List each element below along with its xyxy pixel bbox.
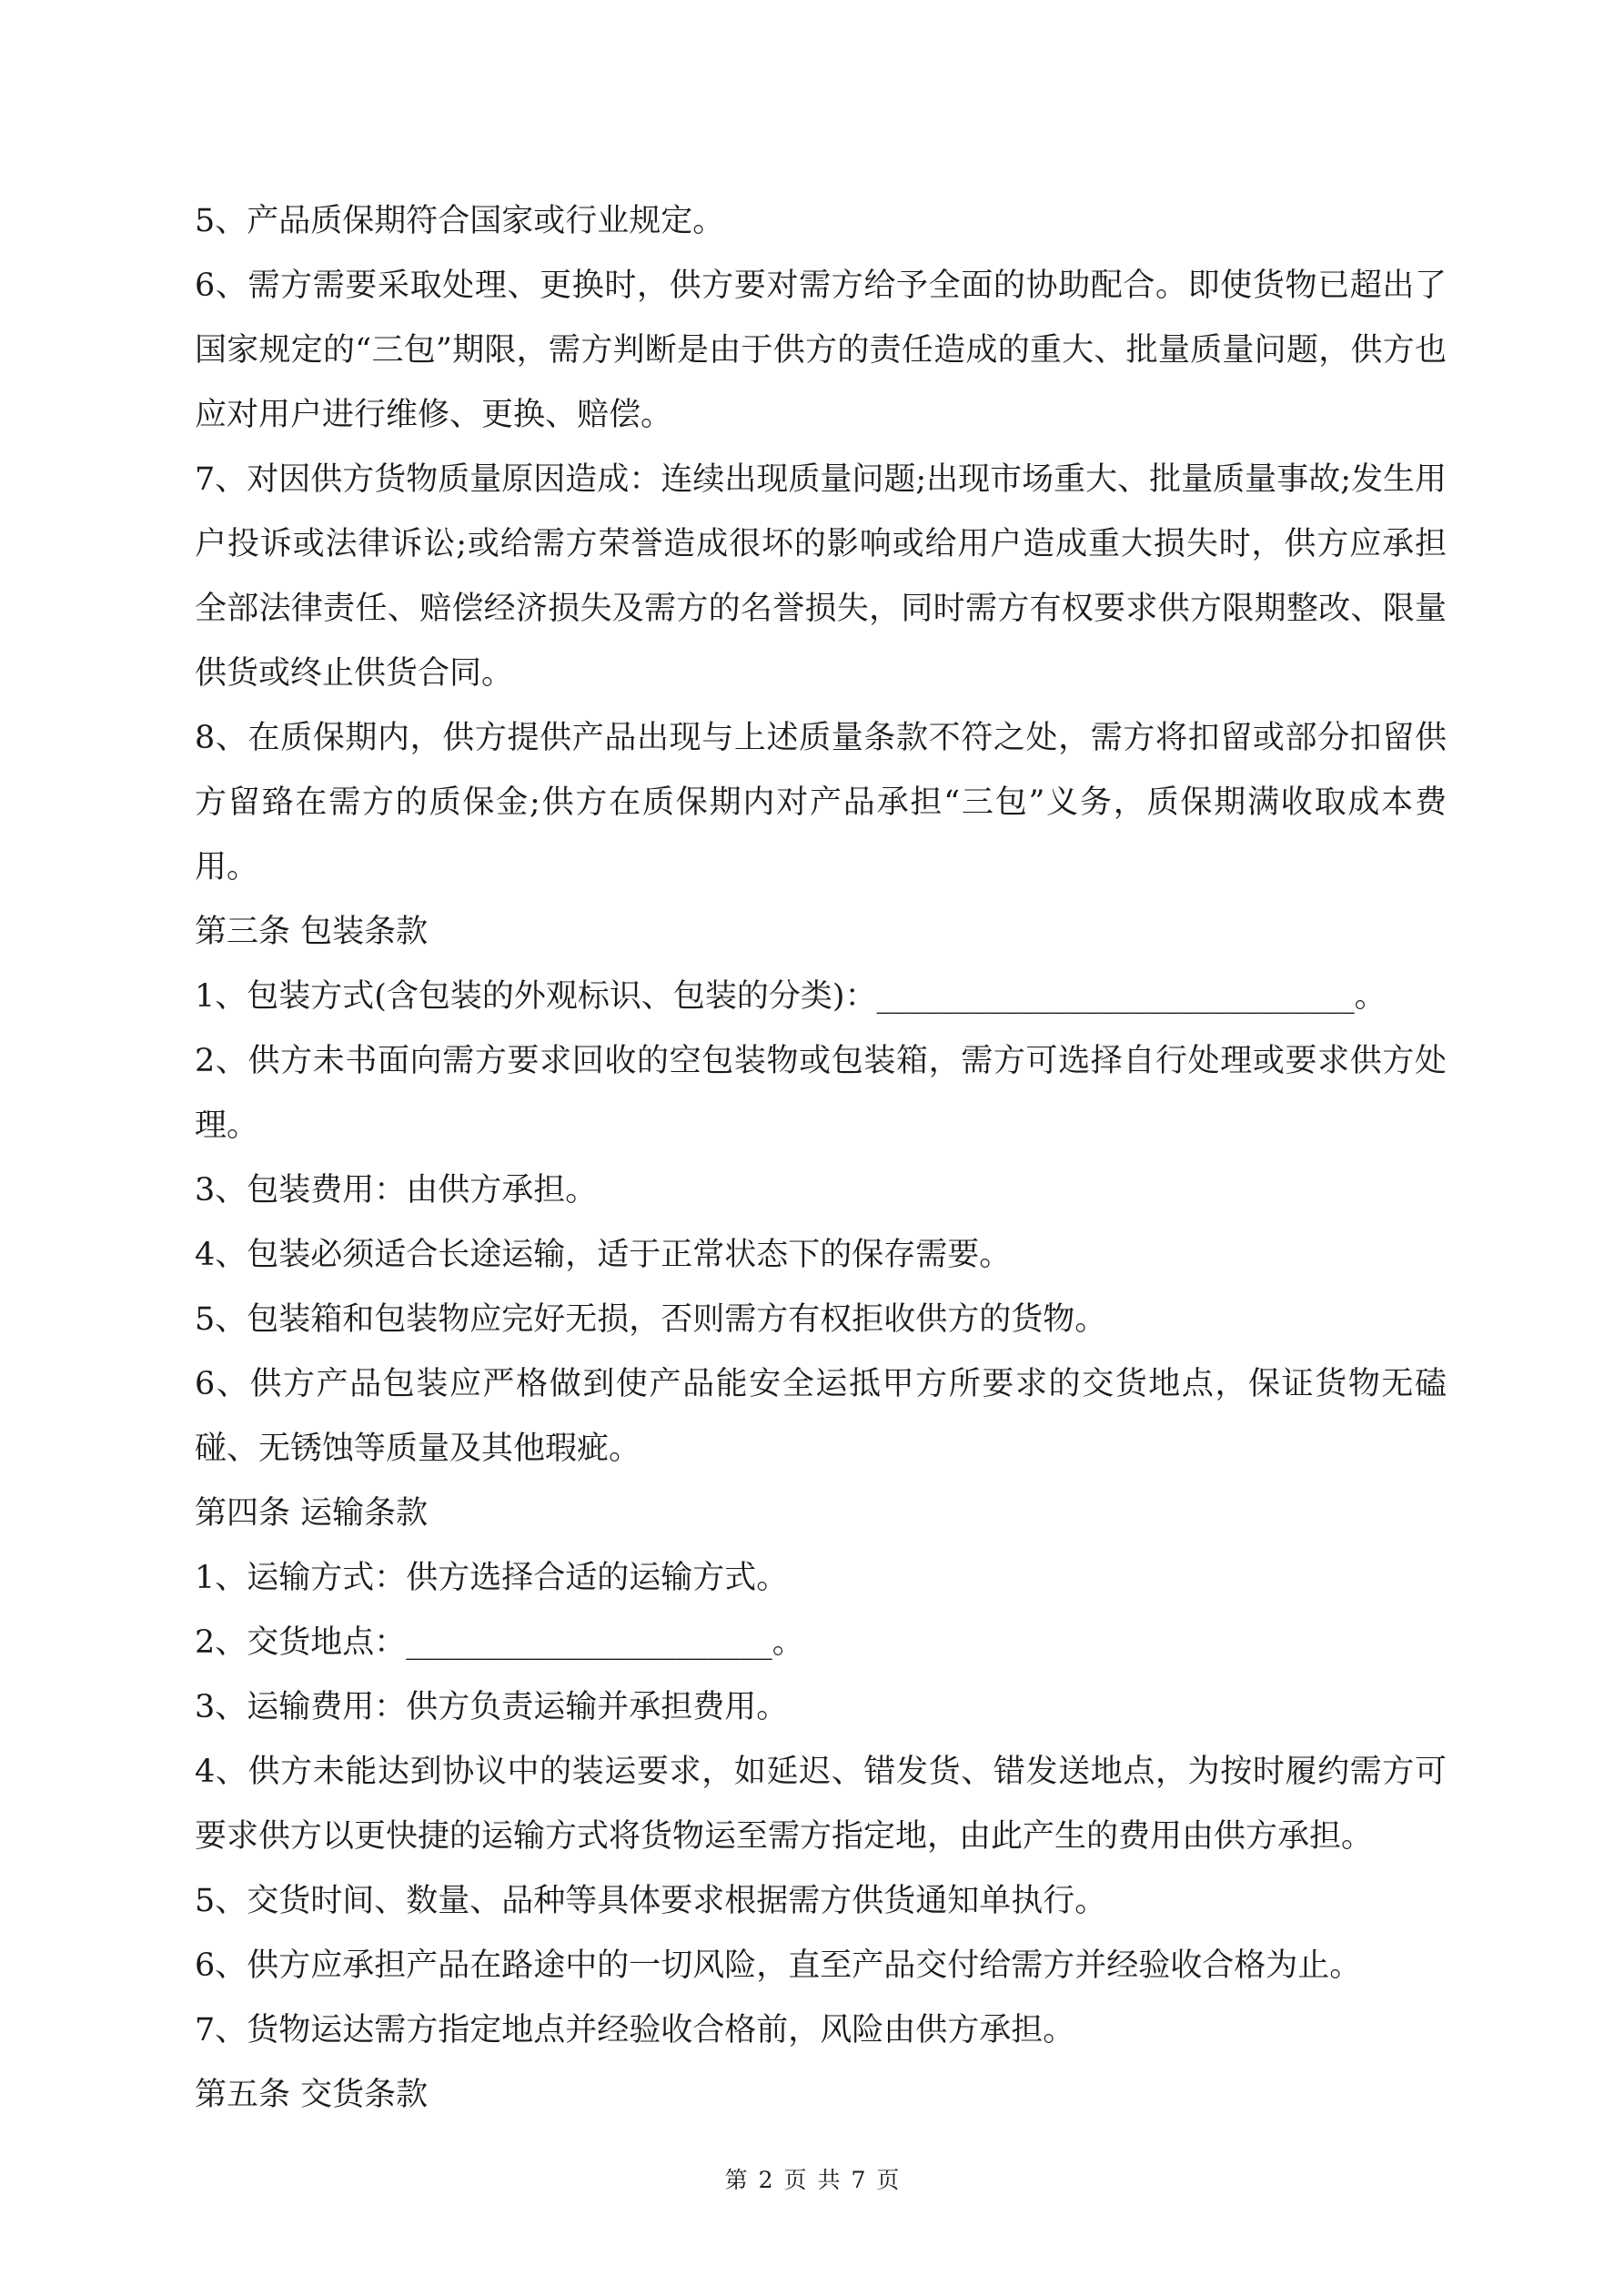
- paragraph: 7、对因供方货物质量原因造成：连续出现质量问题;出现市场重大、批量质量事故;发生用户投诉或法律诉讼;或给需方荣誉造成很坏的影响或给用户造成重大损失时，供方应承担全部法律责任、赔偿经济损失及需方的名誉损失，同时需方有权要求供方限期整改、限量供货或终止供货合同。: [195, 461, 1447, 692]
- footer-total-prefix: 共: [817, 2167, 841, 2193]
- paragraph: 4、供方未能达到协议中的装运要求，如延迟、错发货、错发送地点，为按时履约需方可要求供方以更快捷的运输方式将货物运至需方指定地，由此产生的费用由供方承担。: [195, 1754, 1447, 1855]
- footer-prefix: 第: [724, 2167, 748, 2193]
- paragraph: 5、交货时间、数量、品种等具体要求根据需方供货通知单执行。: [195, 1883, 1107, 1919]
- footer-total-label: 页: [876, 2167, 900, 2193]
- footer-page-label: 页: [783, 2167, 807, 2193]
- paragraph: 5、包装箱和包装物应完好无损，否则需方有权拒收供方的货物。: [195, 1301, 1107, 1338]
- page-footer: [0, 2162, 1624, 2195]
- paragraph: 6、供方应承担产品在路途中的一切风险，直至产品交付给需方并经验收合格为止。: [195, 1947, 1362, 1984]
- total-pages: 7: [851, 2167, 866, 2193]
- paragraph: 2、交货地点：_______________________。: [195, 1624, 804, 1661]
- paragraph: 5、产品质保期符合国家或行业规定。: [195, 203, 725, 239]
- paragraph: 8、在质保期内，供方提供产品出现与上述质量条款不符之处，需方将扣留或部分扣留供方留臵在需方的质保金;供方在质保期内对产品承担“三包”义务，质保期满收取成本费用。: [195, 720, 1447, 885]
- section-heading: 第四条 运输条款: [195, 1495, 429, 1532]
- paragraph: 7、货物运达需方指定地点并经验收合格前，风险由供方承担。: [195, 2012, 1075, 2048]
- paragraph: 6、需方需要采取处理、更换时，供方要对需方给予全面的协助配合。即使货物已超出了国家规定的“三包”期限，需方判断是由于供方的责任造成的重大、批量质量问题，供方也应对用户进行维修、更换、赔偿。: [195, 268, 1447, 433]
- document-body: [195, 189, 1447, 2128]
- paragraph: 3、包装费用：由供方承担。: [195, 1172, 598, 1209]
- paragraph: 4、包装必须适合长途运输，适于正常状态下的保存需要。: [195, 1237, 1012, 1273]
- page-number: 2: [758, 2167, 773, 2193]
- section-heading: 第五条 交货条款: [195, 2077, 429, 2113]
- paragraph: 3、运输费用：供方负责运输并承担费用。: [195, 1689, 789, 1725]
- paragraph: 6、供方产品包装应严格做到使产品能安全运抵甲方所要求的交货地点，保证货物无磕碰、无锈蚀等质量及其他瑕疵。: [195, 1366, 1447, 1467]
- paragraph: 1、包装方式(含包装的外观标识、包装的分类)：______________________________。: [195, 978, 1387, 1015]
- paragraph: 1、运输方式：供方选择合适的运输方式。: [195, 1560, 789, 1596]
- paragraph: 2、供方未书面向需方要求回收的空包装物或包装箱，需方可选择自行处理或要求供方处理。: [195, 1043, 1447, 1144]
- section-heading: 第三条 包装条款: [195, 914, 429, 950]
